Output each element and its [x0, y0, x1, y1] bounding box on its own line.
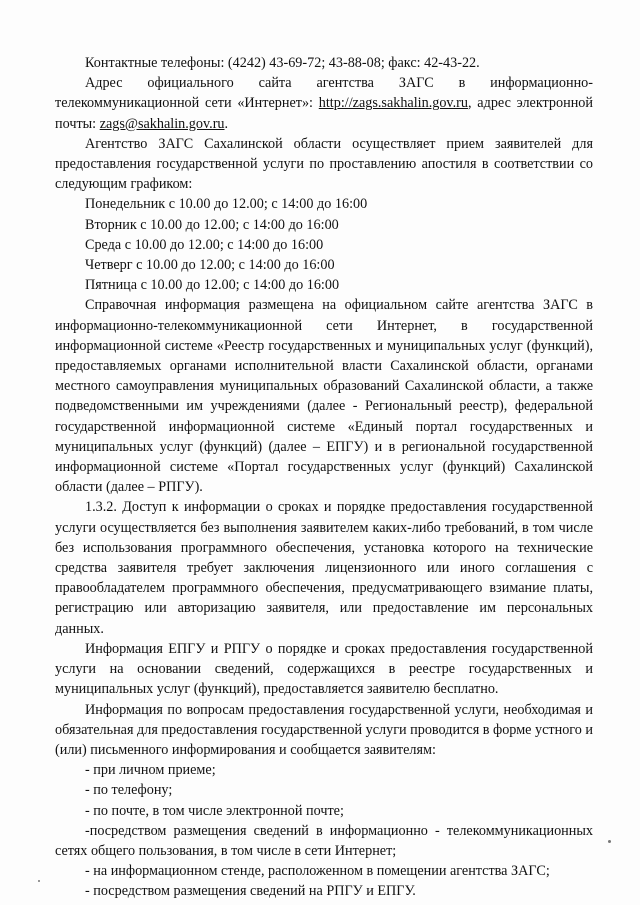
- method-mail: - по почте, в том числе электронной почте;: [85, 802, 344, 819]
- schedule-thursday: Четверг с 10.00 до 12.00; с 14:00 до 16:00: [85, 257, 335, 274]
- method-info-stand: - на информационном стенде, расположенном в помещении агентства ЗАГС;: [85, 863, 550, 880]
- reference-info-paragraph: Справочная информация размещена на официальном сайте агентства ЗАГС в информационно-телекоммуникационной сети Интернет, в государственной информационной системе «Реестр государственных и муниципальных услуг (функций), предоставляемых органами исполнительной власти Сахалинской области, органами местного самоуправления муниципальных образований Сахалинской области, а также подведомственными им учреждениями (далее - Региональный реестр), федеральной государственной информационной системе «Единый портал государственных и муниципальных услуг (функций) (далее – ЕПГУ) и в региональной государственной информационной системе «Портал государственных услуг (функций) Сахалинской области (далее – РПГУ).: [55, 297, 593, 496]
- document-body: [55, 53, 593, 902]
- access-paragraph: 1.3.2. Доступ к информации о сроках и порядке предоставления государственной услуги осуществляется без выполнения заявителем каких-либо требований, в том числе без использования программного обеспечения, установка которого на технические средства заявителя требует заключения лицензионного или иного соглашения с правообладателем программного обеспечения, предусматривающего взимание платы, регистрацию или авторизацию заявителя, или предоставление им персональных данных.: [55, 499, 593, 637]
- website-paragraph: [55, 73, 593, 134]
- contact-phones: Контактные телефоны: (4242) 43-69-72; 43-88-08; факс: 42-43-22.: [85, 55, 480, 71]
- method-phone: - по телефону;: [85, 782, 173, 799]
- website-label: Адрес официального сайта агентства ЗАГС в информационно-телекоммуникационной сети «Интернет»:: [55, 75, 593, 112]
- schedule-wednesday: Среда с 10.00 до 12.00; с 14:00 до 16:00: [85, 236, 324, 253]
- website-link[interactable]: http://zags.sakhalin.gov.ru: [318, 95, 468, 112]
- email-label: , адрес электронной почты:: [55, 95, 593, 132]
- method-in-person: - при личном приеме;: [85, 762, 216, 779]
- email-link[interactable]: zags@sakhalin.gov.ru: [99, 115, 225, 132]
- reception-intro: Агентство ЗАГС Сахалинской области осуществляет прием заявителей для предоставления государственной услуги по проставлению апостиля в соответствии со следующим графиком:: [55, 135, 593, 193]
- email-suffix: .: [224, 115, 229, 132]
- method-portals: - посредством размещения сведений на РПГУ и ЕПГУ.: [85, 883, 416, 900]
- informing-paragraph: Информация по вопросам предоставления государственной услуги, необходимая и обязательная для предоставления государственной услуги проводится в форме устного и (или) письменного информирования и сообщается заявителям:: [55, 701, 593, 758]
- free-info-paragraph: Информация ЕПГУ и РПГУ о порядке и сроках предоставления государственной услуги на основании сведений, содержащихся в реестре государственных и муниципальных услуг (функций), предоставляется заявителю бесплатно.: [55, 640, 593, 698]
- schedule-tuesday: Вторник с 10.00 до 12.00; с 14:00 до 16:00: [85, 216, 339, 233]
- scan-speck: [608, 840, 611, 843]
- method-internet: -посредством размещения сведений в информационно - телекоммуникационных сетях общего пользования, в том числе в сети Интернет;: [55, 822, 593, 859]
- schedule-monday: Понедельник с 10.00 до 12.00; с 14:00 до 16:00: [85, 196, 368, 213]
- scan-speck: [38, 880, 40, 882]
- schedule-friday: Пятница с 10.00 до 12.00; с 14:00 до 16:00: [85, 277, 340, 294]
